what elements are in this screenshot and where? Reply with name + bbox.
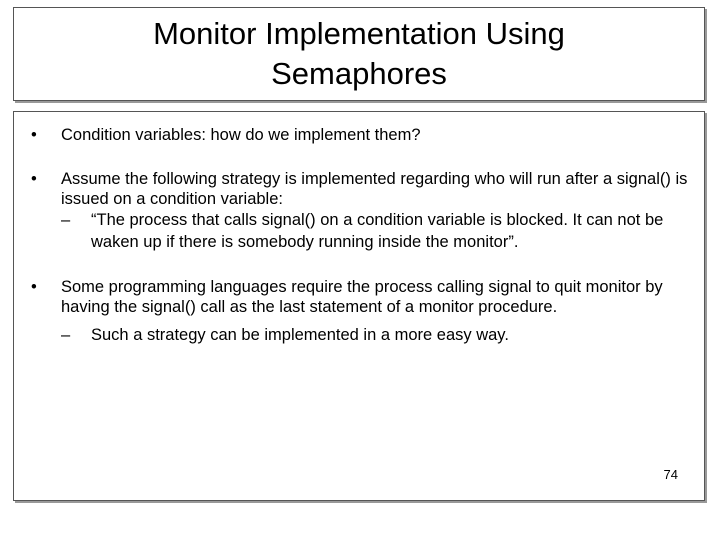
bullet-marker: • (31, 170, 37, 188)
sub-item-text: Such a strategy can be implemented in a more easy way. (91, 326, 509, 344)
slide-title: Monitor Implementation Using Semaphores (153, 16, 565, 91)
bullet-item-1 (14, 125, 704, 145)
title-box (13, 7, 705, 101)
bullet-text: Assume the following strategy is implemented regarding who will run after a signal() is issued on a condition variable: (61, 170, 688, 208)
sub-item (61, 209, 692, 253)
dash-marker: – (61, 211, 71, 229)
bullet-text: Condition variables: how do we implement them? (61, 126, 421, 144)
page-number: 74 (663, 467, 678, 482)
bullet-marker: • (31, 278, 37, 296)
bullet-item-2 (14, 169, 704, 253)
sub-list (61, 324, 692, 346)
content-box (13, 111, 705, 501)
bullet-list (14, 125, 704, 370)
sub-item (61, 324, 692, 346)
sub-item-text: “The process that calls signal() on a condition variable is blocked. It can not be waken up if there is somebody running inside the monitor”. (91, 211, 664, 251)
bullet-marker: • (31, 126, 37, 144)
sub-list (61, 209, 692, 253)
dash-marker: – (61, 326, 71, 344)
bullet-item-3 (14, 277, 704, 346)
bullet-text: Some programming languages require the process calling signal to quit monitor by having the signal() call as the last statement of a monitor procedure. (61, 278, 663, 316)
